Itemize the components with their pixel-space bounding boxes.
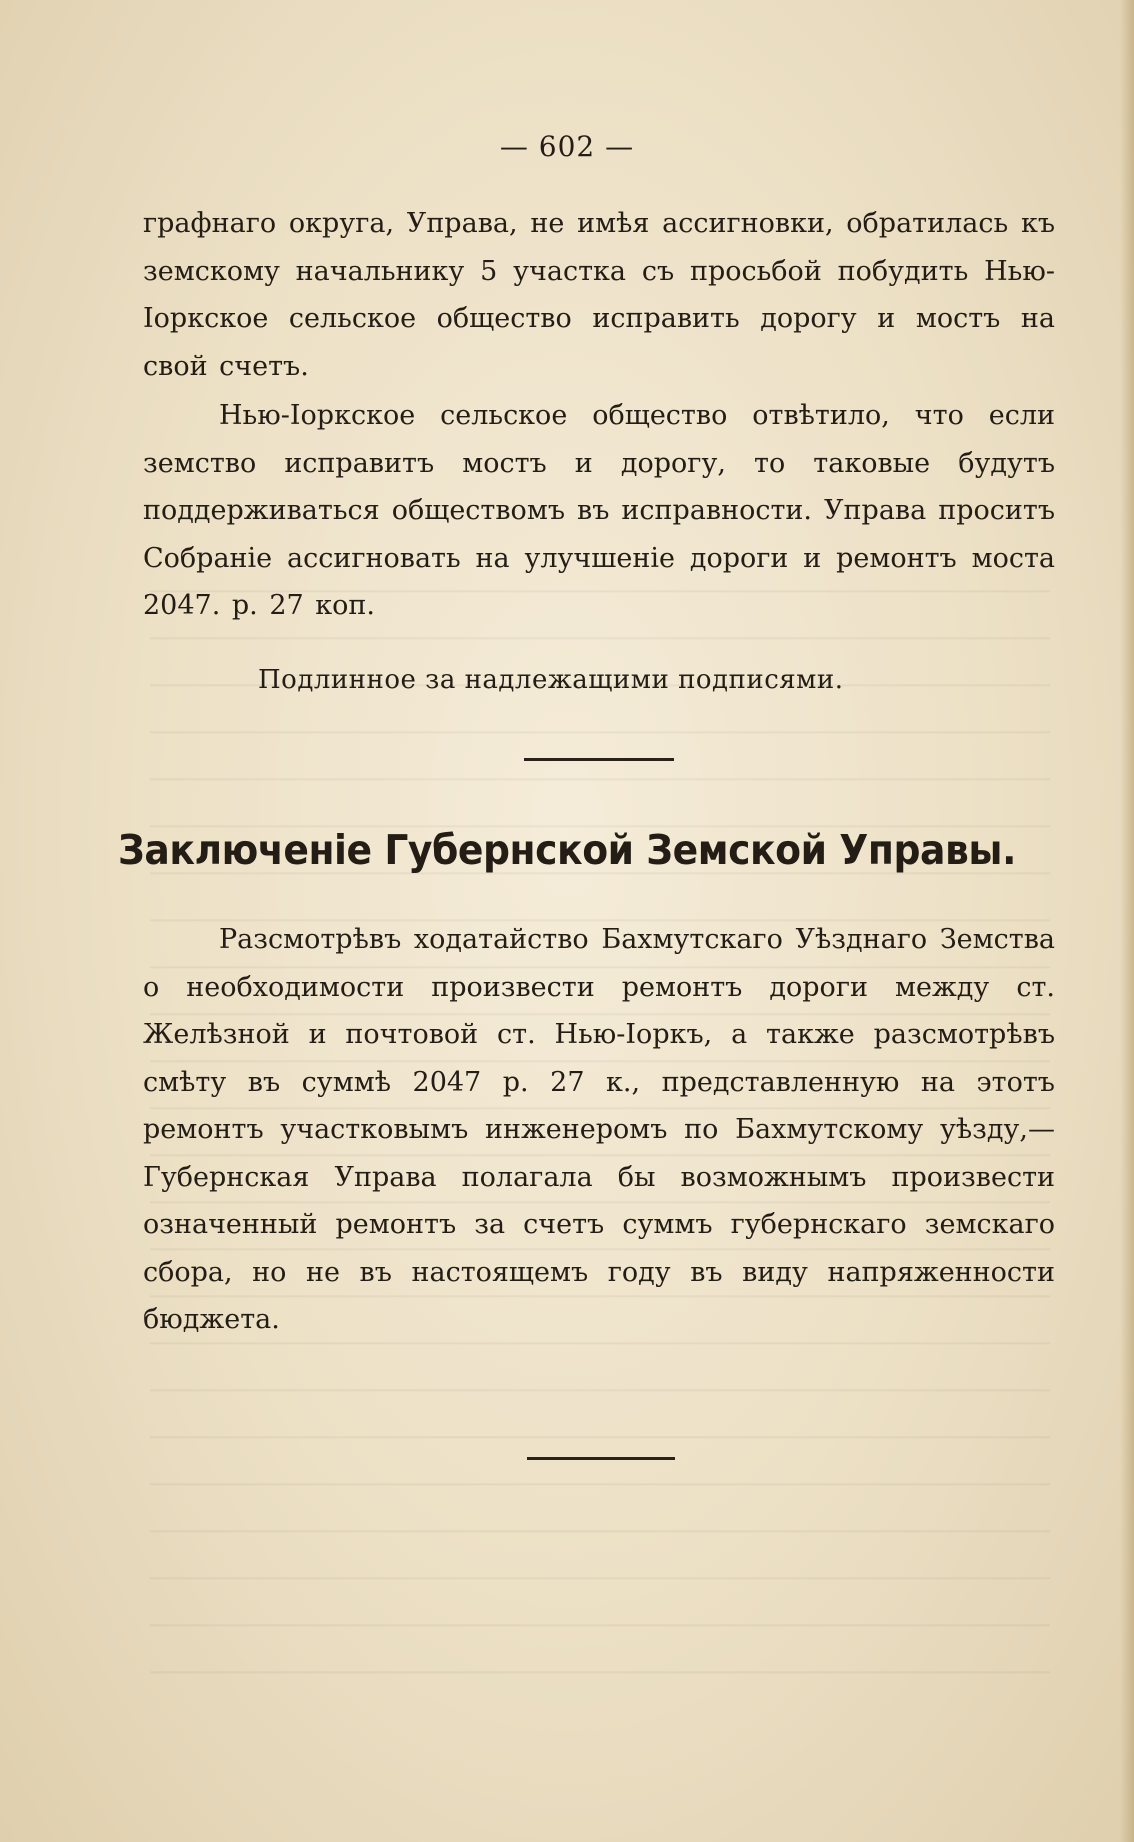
section-divider-bottom xyxy=(527,1457,675,1460)
signature-note: Подлинное за надлежащими подписями. xyxy=(258,665,844,695)
section-divider-top xyxy=(524,758,674,761)
section-heading: Заключенiе Губернской Земской Управы. xyxy=(118,826,1016,874)
paragraph-continuation: графнаго округа, Управа, не имѣя ассигновки, обратилась къ земскому начальнику 5 участка съ просьбой побудить Нью-Iоркское сельское общество исправить дорогу и мостъ на свой счетъ. xyxy=(143,208,1055,382)
page-edge-shadow xyxy=(1120,0,1134,1842)
paragraph-conclusion: Разсмотрѣвъ ходатайство Бахмутскаго Уѣзднаго Земства о необходимости произвести ремонтъ дороги между ст. Желѣзной и почтовой ст. Нью-Iоркъ, а также разсмотрѣвъ смѣту въ суммѣ 2047 р. 27 к., представленную на этотъ ремонтъ участковымъ инженеромъ по Бахмутскому уѣзду,— Губернская Управа полагала бы возможнымъ произвести означенный ремонтъ за счетъ суммъ губернскаго земскаго сбора, но не въ настоящемъ году въ виду напряженности бюджета. xyxy=(143,924,1055,1335)
page-number: — 602 — xyxy=(499,130,635,163)
paragraph-society-response: Нью-Iоркское сельское общество отвѣтило, что если земство исправитъ мостъ и дорогу, то таковые будутъ поддерживаться обществомъ въ исправности. Управа проситъ Собранiе ассигновать на улучшенiе дороги и ремонтъ моста 2047. р. 27 коп. xyxy=(143,400,1055,621)
